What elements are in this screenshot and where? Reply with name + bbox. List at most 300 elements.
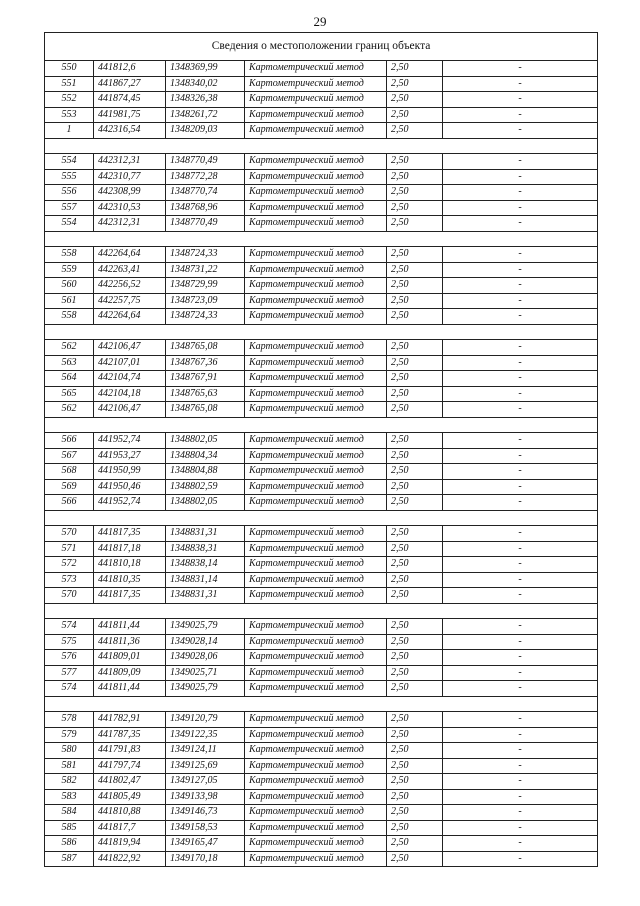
description-cell: - [443, 386, 598, 402]
table-row [45, 216, 598, 232]
coord-y-cell: 1349025,79 [166, 619, 245, 635]
description-cell: - [443, 495, 598, 511]
point-number-cell: 571 [45, 541, 94, 557]
coord-x-cell: 442263,41 [94, 262, 166, 278]
table-row [45, 309, 598, 325]
coord-y-cell: 1348838,31 [166, 541, 245, 557]
accuracy-cell: 2,50 [387, 216, 443, 232]
accuracy-cell: 2,50 [387, 278, 443, 294]
point-number-cell: 583 [45, 789, 94, 805]
description-cell: - [443, 402, 598, 418]
method-cell: Картометрический метод [245, 743, 387, 759]
method-cell: Картометрический метод [245, 727, 387, 743]
table-row [45, 619, 598, 635]
coord-y-cell: 1348802,05 [166, 433, 245, 449]
accuracy-cell: 2,50 [387, 619, 443, 635]
description-cell: - [443, 479, 598, 495]
coord-y-cell: 1348804,34 [166, 448, 245, 464]
accuracy-cell: 2,50 [387, 309, 443, 325]
method-cell: Картометрический метод [245, 619, 387, 635]
method-cell: Картометрический метод [245, 386, 387, 402]
accuracy-cell: 2,50 [387, 247, 443, 263]
table-row [45, 743, 598, 759]
point-number-cell: 572 [45, 557, 94, 573]
point-number-cell: 558 [45, 247, 94, 263]
coord-y-cell: 1348802,59 [166, 479, 245, 495]
coord-x-cell: 442107,01 [94, 355, 166, 371]
description-cell: - [443, 851, 598, 867]
coord-x-cell: 442104,18 [94, 386, 166, 402]
accuracy-cell: 2,50 [387, 541, 443, 557]
accuracy-cell: 2,50 [387, 76, 443, 92]
coord-y-cell: 1349146,73 [166, 805, 245, 821]
point-number-cell: 563 [45, 355, 94, 371]
accuracy-cell: 2,50 [387, 588, 443, 604]
point-number-cell: 585 [45, 820, 94, 836]
accuracy-cell: 2,50 [387, 92, 443, 108]
group-separator-cell [45, 510, 598, 526]
point-number-cell: 556 [45, 185, 94, 201]
point-number-cell: 555 [45, 169, 94, 185]
description-cell: - [443, 309, 598, 325]
coord-x-cell: 441867,27 [94, 76, 166, 92]
point-number-cell: 564 [45, 371, 94, 387]
point-number-cell: 558 [45, 309, 94, 325]
coord-x-cell: 441822,92 [94, 851, 166, 867]
point-number-cell: 551 [45, 76, 94, 92]
point-number-cell: 582 [45, 774, 94, 790]
table-row [45, 665, 598, 681]
point-number-cell: 562 [45, 402, 94, 418]
description-cell: - [443, 619, 598, 635]
point-number-cell: 565 [45, 386, 94, 402]
description-cell: - [443, 340, 598, 356]
table-row [45, 386, 598, 402]
group-separator-row [45, 324, 598, 340]
coord-x-cell: 441812,6 [94, 61, 166, 77]
description-cell: - [443, 789, 598, 805]
method-cell: Картометрический метод [245, 92, 387, 108]
accuracy-cell: 2,50 [387, 293, 443, 309]
coord-y-cell: 1348723,09 [166, 293, 245, 309]
group-separator-cell [45, 231, 598, 247]
description-cell: - [443, 293, 598, 309]
coord-y-cell: 1348340,02 [166, 76, 245, 92]
method-cell: Картометрический метод [245, 758, 387, 774]
point-number-cell: 579 [45, 727, 94, 743]
table-row [45, 185, 598, 201]
coord-y-cell: 1348209,03 [166, 123, 245, 139]
point-number-cell: 552 [45, 92, 94, 108]
method-cell: Картометрический метод [245, 774, 387, 790]
coord-y-cell: 1348802,05 [166, 495, 245, 511]
description-cell: - [443, 247, 598, 263]
accuracy-cell: 2,50 [387, 805, 443, 821]
method-cell: Картометрический метод [245, 154, 387, 170]
method-cell: Картометрический метод [245, 123, 387, 139]
point-number-cell: 1 [45, 123, 94, 139]
coord-x-cell: 441791,83 [94, 743, 166, 759]
description-cell: - [443, 572, 598, 588]
point-number-cell: 570 [45, 588, 94, 604]
accuracy-cell: 2,50 [387, 154, 443, 170]
method-cell: Картометрический метод [245, 309, 387, 325]
coord-y-cell: 1349170,18 [166, 851, 245, 867]
method-cell: Картометрический метод [245, 448, 387, 464]
point-number-cell: 550 [45, 61, 94, 77]
method-cell: Картометрический метод [245, 588, 387, 604]
accuracy-cell: 2,50 [387, 851, 443, 867]
coord-y-cell: 1348767,36 [166, 355, 245, 371]
coord-x-cell: 441811,44 [94, 681, 166, 697]
point-number-cell: 586 [45, 836, 94, 852]
coord-y-cell: 1348768,96 [166, 200, 245, 216]
point-number-cell: 580 [45, 743, 94, 759]
coord-y-cell: 1349028,14 [166, 634, 245, 650]
accuracy-cell: 2,50 [387, 727, 443, 743]
coord-y-cell: 1349133,98 [166, 789, 245, 805]
method-cell: Картометрический метод [245, 479, 387, 495]
accuracy-cell: 2,50 [387, 448, 443, 464]
coord-x-cell: 441950,99 [94, 464, 166, 480]
description-cell: - [443, 185, 598, 201]
point-number-cell: 581 [45, 758, 94, 774]
description-cell: - [443, 743, 598, 759]
method-cell: Картометрический метод [245, 541, 387, 557]
point-number-cell: 562 [45, 340, 94, 356]
coord-x-cell: 442310,77 [94, 169, 166, 185]
group-separator-row [45, 417, 598, 433]
coord-x-cell: 441817,18 [94, 541, 166, 557]
page-number: 29 [313, 14, 327, 29]
coord-x-cell: 441817,35 [94, 588, 166, 604]
accuracy-cell: 2,50 [387, 464, 443, 480]
boundary-table [44, 32, 598, 867]
description-cell: - [443, 433, 598, 449]
coord-y-cell: 1348765,08 [166, 402, 245, 418]
point-number-cell: 553 [45, 107, 94, 123]
method-cell: Картометрический метод [245, 340, 387, 356]
table-row [45, 634, 598, 650]
method-cell: Картометрический метод [245, 681, 387, 697]
point-number-cell: 584 [45, 805, 94, 821]
coord-y-cell: 1349127,05 [166, 774, 245, 790]
table-row [45, 758, 598, 774]
point-number-cell: 574 [45, 619, 94, 635]
coord-y-cell: 1348261,72 [166, 107, 245, 123]
point-number-cell: 566 [45, 433, 94, 449]
accuracy-cell: 2,50 [387, 355, 443, 371]
coord-x-cell: 441952,74 [94, 433, 166, 449]
method-cell: Картометрический метод [245, 851, 387, 867]
accuracy-cell: 2,50 [387, 386, 443, 402]
coord-y-cell: 1348765,63 [166, 386, 245, 402]
table-row [45, 107, 598, 123]
table-row [45, 851, 598, 867]
coord-x-cell: 441950,46 [94, 479, 166, 495]
coord-y-cell: 1348767,91 [166, 371, 245, 387]
accuracy-cell: 2,50 [387, 820, 443, 836]
group-separator-row [45, 231, 598, 247]
coord-x-cell: 441874,45 [94, 92, 166, 108]
table-row [45, 278, 598, 294]
table-row [45, 123, 598, 139]
table-row [45, 572, 598, 588]
coord-x-cell: 442264,64 [94, 309, 166, 325]
coord-y-cell: 1348326,38 [166, 92, 245, 108]
coord-y-cell: 1348724,33 [166, 247, 245, 263]
method-cell: Картометрический метод [245, 665, 387, 681]
method-cell: Картометрический метод [245, 495, 387, 511]
accuracy-cell: 2,50 [387, 123, 443, 139]
coord-y-cell: 1349122,35 [166, 727, 245, 743]
accuracy-cell: 2,50 [387, 526, 443, 542]
group-separator-cell [45, 603, 598, 619]
accuracy-cell: 2,50 [387, 495, 443, 511]
table-row [45, 727, 598, 743]
table-row [45, 247, 598, 263]
coord-x-cell: 442106,47 [94, 402, 166, 418]
coord-y-cell: 1349124,11 [166, 743, 245, 759]
method-cell: Картометрический метод [245, 278, 387, 294]
table-row [45, 479, 598, 495]
group-separator-row [45, 510, 598, 526]
table-row [45, 789, 598, 805]
method-cell: Картометрический метод [245, 433, 387, 449]
method-cell: Картометрический метод [245, 820, 387, 836]
method-cell: Картометрический метод [245, 61, 387, 77]
point-number-cell: 573 [45, 572, 94, 588]
point-number-cell: 567 [45, 448, 94, 464]
coord-x-cell: 441811,44 [94, 619, 166, 635]
accuracy-cell: 2,50 [387, 712, 443, 728]
group-separator-cell [45, 417, 598, 433]
table-title-row [45, 33, 598, 61]
coord-x-cell: 442316,54 [94, 123, 166, 139]
coord-x-cell: 442104,74 [94, 371, 166, 387]
description-cell: - [443, 836, 598, 852]
group-separator-row [45, 603, 598, 619]
coord-x-cell: 442312,31 [94, 154, 166, 170]
coord-x-cell: 442310,53 [94, 200, 166, 216]
description-cell: - [443, 634, 598, 650]
method-cell: Картометрический метод [245, 789, 387, 805]
table-row [45, 340, 598, 356]
accuracy-cell: 2,50 [387, 758, 443, 774]
table-row [45, 557, 598, 573]
description-cell: - [443, 650, 598, 666]
coord-x-cell: 441981,75 [94, 107, 166, 123]
accuracy-cell: 2,50 [387, 479, 443, 495]
description-cell: - [443, 169, 598, 185]
description-cell: - [443, 805, 598, 821]
method-cell: Картометрический метод [245, 185, 387, 201]
accuracy-cell: 2,50 [387, 836, 443, 852]
coord-x-cell: 441787,35 [94, 727, 166, 743]
table-row [45, 820, 598, 836]
coord-x-cell: 441817,35 [94, 526, 166, 542]
description-cell: - [443, 557, 598, 573]
group-separator-cell [45, 696, 598, 712]
group-separator-cell [45, 324, 598, 340]
description-cell: - [443, 588, 598, 604]
coord-x-cell: 441819,94 [94, 836, 166, 852]
description-cell: - [443, 123, 598, 139]
method-cell: Картометрический метод [245, 402, 387, 418]
description-cell: - [443, 216, 598, 232]
coord-x-cell: 442308,99 [94, 185, 166, 201]
coord-y-cell: 1348770,49 [166, 154, 245, 170]
point-number-cell: 554 [45, 154, 94, 170]
table-row [45, 712, 598, 728]
coord-x-cell: 441805,49 [94, 789, 166, 805]
description-cell: - [443, 154, 598, 170]
accuracy-cell: 2,50 [387, 634, 443, 650]
method-cell: Картометрический метод [245, 76, 387, 92]
coord-y-cell: 1348804,88 [166, 464, 245, 480]
coord-x-cell: 442257,75 [94, 293, 166, 309]
point-number-cell: 587 [45, 851, 94, 867]
method-cell: Картометрический метод [245, 526, 387, 542]
accuracy-cell: 2,50 [387, 572, 443, 588]
method-cell: Картометрический метод [245, 262, 387, 278]
table-row [45, 293, 598, 309]
table-row [45, 433, 598, 449]
point-number-cell: 561 [45, 293, 94, 309]
coord-y-cell: 1348831,31 [166, 588, 245, 604]
description-cell: - [443, 107, 598, 123]
table-row [45, 402, 598, 418]
accuracy-cell: 2,50 [387, 681, 443, 697]
description-cell: - [443, 355, 598, 371]
accuracy-cell: 2,50 [387, 433, 443, 449]
coord-y-cell: 1348731,22 [166, 262, 245, 278]
description-cell: - [443, 727, 598, 743]
coord-y-cell: 1348772,28 [166, 169, 245, 185]
accuracy-cell: 2,50 [387, 402, 443, 418]
point-number-cell: 578 [45, 712, 94, 728]
method-cell: Картометрический метод [245, 200, 387, 216]
accuracy-cell: 2,50 [387, 61, 443, 77]
coord-y-cell: 1348369,99 [166, 61, 245, 77]
point-number-cell: 577 [45, 665, 94, 681]
method-cell: Картометрический метод [245, 650, 387, 666]
table-title: Сведения о местоположении границ объекта [45, 33, 598, 61]
description-cell: - [443, 448, 598, 464]
point-number-cell: 559 [45, 262, 94, 278]
accuracy-cell: 2,50 [387, 650, 443, 666]
point-number-cell: 575 [45, 634, 94, 650]
description-cell: - [443, 665, 598, 681]
coord-x-cell: 441810,35 [94, 572, 166, 588]
group-separator-cell [45, 138, 598, 154]
table-row [45, 541, 598, 557]
coord-x-cell: 441952,74 [94, 495, 166, 511]
accuracy-cell: 2,50 [387, 262, 443, 278]
method-cell: Картометрический метод [245, 355, 387, 371]
table-row [45, 92, 598, 108]
coord-y-cell: 1349165,47 [166, 836, 245, 852]
coord-y-cell: 1348831,31 [166, 526, 245, 542]
description-cell: - [443, 541, 598, 557]
coord-x-cell: 442264,64 [94, 247, 166, 263]
description-cell: - [443, 262, 598, 278]
coord-x-cell: 441782,91 [94, 712, 166, 728]
point-number-cell: 566 [45, 495, 94, 511]
point-number-cell: 570 [45, 526, 94, 542]
table-row [45, 76, 598, 92]
coord-x-cell: 441817,7 [94, 820, 166, 836]
description-cell: - [443, 526, 598, 542]
coord-x-cell: 442256,52 [94, 278, 166, 294]
point-number-cell: 560 [45, 278, 94, 294]
coord-x-cell: 441810,18 [94, 557, 166, 573]
table-row [45, 805, 598, 821]
table-row [45, 61, 598, 77]
accuracy-cell: 2,50 [387, 743, 443, 759]
table-row [45, 588, 598, 604]
accuracy-cell: 2,50 [387, 789, 443, 805]
accuracy-cell: 2,50 [387, 340, 443, 356]
table-row [45, 262, 598, 278]
point-number-cell: 568 [45, 464, 94, 480]
table-row [45, 681, 598, 697]
description-cell: - [443, 464, 598, 480]
table-row [45, 154, 598, 170]
table-row [45, 169, 598, 185]
method-cell: Картометрический метод [245, 216, 387, 232]
method-cell: Картометрический метод [245, 293, 387, 309]
table-row [45, 650, 598, 666]
coord-y-cell: 1349158,53 [166, 820, 245, 836]
table-row [45, 464, 598, 480]
description-cell: - [443, 681, 598, 697]
method-cell: Картометрический метод [245, 107, 387, 123]
description-cell: - [443, 371, 598, 387]
coord-x-cell: 442312,31 [94, 216, 166, 232]
table-row [45, 774, 598, 790]
table-row [45, 371, 598, 387]
point-number-cell: 576 [45, 650, 94, 666]
point-number-cell: 574 [45, 681, 94, 697]
method-cell: Картометрический метод [245, 247, 387, 263]
coord-y-cell: 1348724,33 [166, 309, 245, 325]
description-cell: - [443, 92, 598, 108]
method-cell: Картометрический метод [245, 634, 387, 650]
coord-y-cell: 1349025,79 [166, 681, 245, 697]
description-cell: - [443, 820, 598, 836]
table-row [45, 526, 598, 542]
point-number-cell: 554 [45, 216, 94, 232]
method-cell: Картометрический метод [245, 712, 387, 728]
coord-y-cell: 1348770,74 [166, 185, 245, 201]
point-number-cell: 557 [45, 200, 94, 216]
method-cell: Картометрический метод [245, 371, 387, 387]
coord-x-cell: 441797,74 [94, 758, 166, 774]
coord-x-cell: 441809,01 [94, 650, 166, 666]
description-cell: - [443, 278, 598, 294]
coord-y-cell: 1348729,99 [166, 278, 245, 294]
point-number-cell: 569 [45, 479, 94, 495]
description-cell: - [443, 61, 598, 77]
accuracy-cell: 2,50 [387, 169, 443, 185]
method-cell: Картометрический метод [245, 464, 387, 480]
method-cell: Картометрический метод [245, 805, 387, 821]
group-separator-row [45, 138, 598, 154]
table-row [45, 448, 598, 464]
method-cell: Картометрический метод [245, 572, 387, 588]
coord-x-cell: 441802,47 [94, 774, 166, 790]
